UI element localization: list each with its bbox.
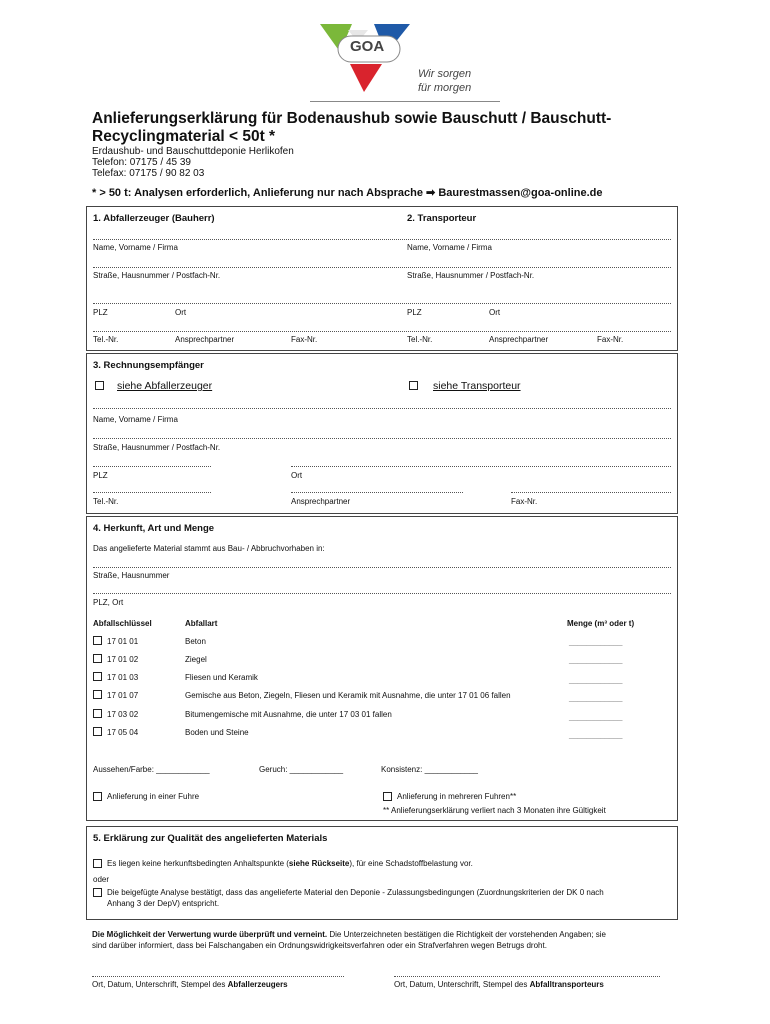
transporter-title: 2. Transporteur	[407, 213, 477, 224]
analysis-note: * > 50 t: Analysen erforderlich, Anlieferung nur nach Absprache ➡ Baurestmassen@goa-online.de	[92, 187, 603, 199]
no-contamination-text-end: ), für eine Schadstoffbelastung vor.	[349, 859, 473, 868]
quantity-field[interactable]: ____________	[569, 637, 623, 646]
col-waste-type: Abfallart	[185, 619, 218, 628]
waste-checkbox[interactable]	[93, 654, 102, 663]
waste-type: Ziegel	[185, 655, 207, 664]
invoice-tel-line[interactable]	[93, 492, 211, 493]
page-title	[92, 110, 692, 146]
producer-signature-line[interactable]	[92, 976, 344, 977]
invoice-plz-label: PLZ	[93, 471, 108, 480]
validity-note: ** Anlieferungserklärung verliert nach 3 Monaten ihre Gültigkeit	[383, 806, 606, 815]
producer-tel-label: Tel.-Nr.	[93, 335, 119, 344]
name-line[interactable]	[93, 239, 671, 240]
title-line-1: Anlieferungserklärung für Bodenaushub sowie Bauschutt / Bauschutt-	[92, 110, 612, 127]
producer-street-label: Straße, Hausnummer / Postfach-Nr.	[93, 271, 221, 280]
consistency-field[interactable]: Konsistenz: ____________	[381, 765, 478, 774]
invoice-fax-line[interactable]	[511, 492, 671, 493]
multi-delivery-checkbox[interactable]	[383, 792, 392, 801]
producer-title: 1. Abfallerzeuger (Bauherr)	[93, 213, 215, 224]
goa-logo	[312, 18, 502, 102]
see-back-link: siehe Rückseite	[288, 859, 350, 868]
transporter-fax-label: Fax-Nr.	[597, 335, 624, 344]
sig-prefix: Ort, Datum, Unterschrift, Stempel des	[92, 980, 228, 989]
declaration-line-2: sind darüber informiert, dass bei Falschangaben ein Ordnungswidrigkeitsverfahren oder ein Strafverfahren wegen Betrugs droht.	[92, 941, 547, 950]
plz-line[interactable]	[93, 303, 671, 304]
transporter-plz-label: PLZ	[407, 308, 422, 317]
origin-plzort-line[interactable]	[93, 593, 671, 594]
appearance-field[interactable]: Aussehen/Farbe: ____________	[93, 765, 210, 774]
waste-type: Boden und Steine	[185, 728, 249, 737]
quantity-field[interactable]: ____________	[569, 655, 623, 664]
producer-signature-label	[92, 980, 288, 989]
logo-tagline-1: Wir sorgen	[418, 68, 472, 80]
producer-plz-label: PLZ	[93, 308, 108, 317]
invoice-street-line[interactable]	[93, 438, 671, 439]
transporter-contact-label: Ansprechpartner	[489, 335, 549, 344]
waste-checkbox[interactable]	[93, 690, 102, 699]
invoice-ort-line[interactable]	[291, 466, 671, 467]
logo-underline	[310, 101, 500, 102]
sig-transporter: Abfalltransporteurs	[529, 980, 604, 989]
waste-type: Beton	[185, 637, 206, 646]
waste-key: 17 05 04	[107, 728, 139, 737]
quantity-field[interactable]: ____________	[569, 712, 623, 721]
waste-key: 17 01 03	[107, 673, 139, 682]
see-transporter-checkbox[interactable]	[409, 381, 418, 390]
invoice-name-line[interactable]	[93, 408, 671, 409]
waste-checkbox[interactable]	[93, 727, 102, 736]
logo-brand: GOA	[350, 38, 385, 55]
declaration-line-1: Die Unterzeichneten bestätigen die Richtigkeit der vorstehenden Angaben; sie	[327, 930, 606, 939]
quantity-field[interactable]: ____________	[569, 693, 623, 702]
single-delivery-checkbox[interactable]	[93, 792, 102, 801]
transporter-signature-label	[394, 980, 604, 989]
quality-title: 5. Erklärung zur Qualität des angelieferten Materials	[93, 833, 328, 844]
declaration-text	[92, 929, 692, 951]
col-waste-key: Abfallschlüssel	[93, 619, 152, 628]
multi-delivery-label: Anlieferung in mehreren Fuhren**	[397, 792, 517, 801]
waste-checkbox[interactable]	[93, 636, 102, 645]
analysis-line-1: Die beigefügte Analyse bestätigt, dass das angelieferte Material den Deponie - Zulassungsbedingungen (Zuordnungskriterien der DK 0 nach	[107, 888, 604, 897]
invoice-contact-line[interactable]	[291, 492, 463, 493]
see-producer-label: siehe Abfallerzeuger	[117, 380, 213, 392]
origin-street-label: Straße, Hausnummer	[93, 571, 170, 580]
facility-name: Erdaushub- und Bauschuttdeponie Herlikofen	[92, 146, 294, 157]
producer-fax-label: Fax-Nr.	[291, 335, 318, 344]
transporter-tel-label: Tel.-Nr.	[407, 335, 433, 344]
no-contamination-text: Es liegen keine herkunftsbedingten Anhaltspunkte (	[107, 859, 289, 868]
quantity-field[interactable]: ____________	[569, 730, 623, 739]
origin-intro: Das angelieferte Material stammt aus Bau- / Abbruchvorhaben in:	[93, 544, 325, 553]
single-delivery-label: Anlieferung in einer Fuhre	[107, 792, 200, 801]
tel-line[interactable]	[93, 331, 671, 332]
no-contamination-label	[107, 859, 473, 868]
phone-number: Telefon: 07175 / 45 39	[92, 157, 191, 168]
transporter-street-label: Straße, Hausnummer / Postfach-Nr.	[407, 271, 535, 280]
invoice-plz-line[interactable]	[93, 466, 211, 467]
quantity-field[interactable]: ____________	[569, 675, 623, 684]
waste-checkbox[interactable]	[93, 672, 102, 681]
section-producer-transporter	[86, 206, 678, 351]
declaration-bold: Die Möglichkeit der Verwertung wurde überprüft und verneint.	[92, 930, 328, 939]
origin-plzort-label: PLZ, Ort	[93, 598, 124, 607]
smell-field[interactable]: Geruch: ____________	[259, 765, 344, 774]
section-invoice-recipient	[86, 353, 678, 514]
invoice-ort-label: Ort	[291, 471, 303, 480]
invoice-name-label: Name, Vorname / Firma	[93, 415, 178, 424]
invoice-fax-label: Fax-Nr.	[511, 497, 538, 506]
waste-key: 17 01 02	[107, 655, 139, 664]
invoice-title: 3. Rechnungsempfänger	[93, 360, 204, 371]
see-producer-checkbox[interactable]	[95, 381, 104, 390]
logo-tagline-2: für morgen	[418, 82, 472, 94]
transporter-signature-line[interactable]	[394, 976, 660, 977]
waste-key: 17 01 07	[107, 691, 139, 700]
analysis-line-2: Anhang 3 der DepV) entspricht.	[107, 899, 220, 908]
street-line[interactable]	[93, 267, 671, 268]
no-contamination-checkbox[interactable]	[93, 859, 102, 868]
see-transporter-label: siehe Transporteur	[433, 380, 521, 392]
title-line-2: Recyclingmaterial < 50t *	[92, 128, 276, 145]
section-origin	[86, 516, 678, 821]
origin-street-line[interactable]	[93, 567, 671, 568]
transporter-name-label: Name, Vorname / Firma	[407, 243, 492, 252]
waste-key: 17 03 02	[107, 710, 139, 719]
fax-number: Telefax: 07175 / 90 82 03	[92, 168, 205, 179]
section-quality	[86, 826, 678, 920]
producer-ort-label: Ort	[175, 308, 187, 317]
or-label: oder	[93, 875, 110, 884]
invoice-street-label: Straße, Hausnummer / Postfach-Nr.	[93, 443, 221, 452]
waste-type: Fliesen und Keramik	[185, 673, 258, 682]
waste-type: Bitumengemische mit Ausnahme, die unter 17 03 01 fallen	[185, 710, 392, 719]
sig-producer: Abfallerzeugers	[227, 980, 288, 989]
transporter-ort-label: Ort	[489, 308, 501, 317]
analysis-checkbox[interactable]	[93, 888, 102, 897]
invoice-tel-label: Tel.-Nr.	[93, 497, 119, 506]
invoice-contact-label: Ansprechpartner	[291, 497, 351, 506]
waste-checkbox[interactable]	[93, 709, 102, 718]
producer-name-label: Name, Vorname / Firma	[93, 243, 178, 252]
origin-title: 4. Herkunft, Art und Menge	[93, 523, 215, 534]
col-quantity: Menge (m³ oder t)	[567, 619, 635, 628]
sig-prefix: Ort, Datum, Unterschrift, Stempel des	[394, 980, 530, 989]
waste-type: Gemische aus Beton, Ziegeln, Fliesen und Keramik mit Ausnahme, die unter 17 01 06 fallen	[185, 691, 511, 700]
waste-key: 17 01 01	[107, 637, 139, 646]
producer-contact-label: Ansprechpartner	[175, 335, 235, 344]
